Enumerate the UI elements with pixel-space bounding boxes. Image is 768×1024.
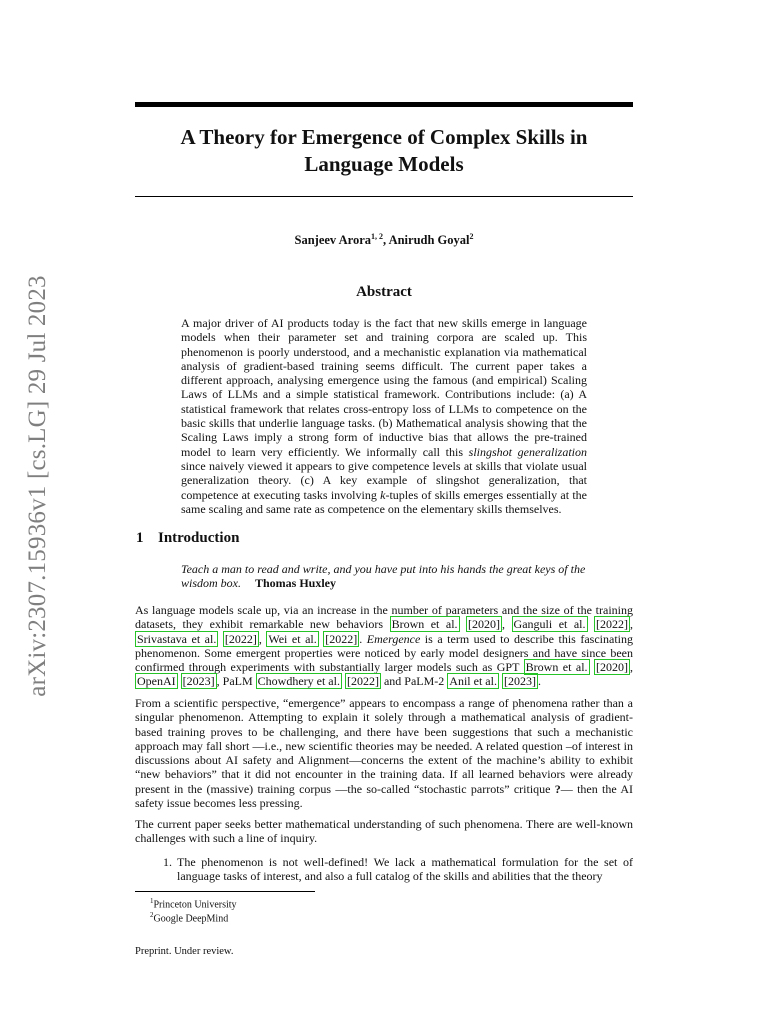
citation-link[interactable]: Anil et al. bbox=[449, 674, 497, 689]
paper-title bbox=[135, 124, 633, 178]
title-bottom-rule bbox=[135, 196, 633, 197]
author-name: Anirudh Goyal bbox=[388, 233, 470, 248]
paragraph-text: From a scientific perspective, “emergence” appears to encompass a range of phenomena rather than a singular phenomenon. Attempting to explain it solely through a mathematical analysis of gradient-based training proves to be challenging, and there have been suggestions that such a mechanistic approach may fall short —i.e., new scientific theories may be needed. A related question –of interest in discussions about AI safety and Alignment—concerns the extent of the machine’s ability to exhibit “new behaviors” that it did not encounter in the training data. If all learned behaviors were already present in the (massive) training corpus —the so-called “stochastic parrots” critique bbox=[135, 696, 633, 796]
paragraph-text: and PaLM-2 bbox=[380, 674, 448, 689]
citation-link[interactable]: OpenAI bbox=[137, 674, 176, 689]
abstract-heading: Abstract bbox=[356, 284, 412, 300]
paragraph-text: , bbox=[630, 617, 634, 632]
paragraph: The current paper seeks better mathematical understanding of such phenomena. There are well-known challenges with such a line of inquiry. bbox=[135, 817, 633, 846]
footnote-text: Google DeepMind bbox=[153, 913, 229, 925]
paragraph-text: , PaLM bbox=[216, 674, 256, 689]
citation-link[interactable]: Chowdhery et al. bbox=[257, 674, 340, 689]
arxiv-id: arXiv:2307.15936v1 [cs.LG] 29 Jul 2023 bbox=[24, 275, 51, 697]
paragraph-text: is a term used to describe this fascinating phenomenon. Some emergent properties were noticed by early model designers and have since been confirmed through experiments with substantially larger models such as GPT bbox=[135, 631, 633, 675]
title-line-1: A Theory for Emergence of Complex Skills in bbox=[180, 125, 588, 149]
paragraph-text: . bbox=[537, 674, 541, 689]
missing-reference: ? bbox=[554, 781, 561, 796]
paragraph-text: , bbox=[258, 631, 267, 646]
footnote-rule bbox=[135, 891, 315, 892]
footnote bbox=[150, 909, 228, 925]
numbered-list bbox=[163, 855, 633, 884]
epigraph bbox=[181, 562, 587, 591]
citation-year-link[interactable]: [2023] bbox=[503, 674, 536, 689]
paragraph-text: , bbox=[630, 660, 633, 675]
section-title: Introduction bbox=[158, 530, 240, 546]
emphasis-term: Emergence bbox=[366, 631, 421, 646]
paragraph-text: . bbox=[359, 631, 367, 646]
list-item-number: 1. bbox=[163, 855, 172, 869]
footnote-mark: 1 bbox=[150, 897, 154, 905]
citation-year-link[interactable]: [2022] bbox=[325, 631, 358, 646]
citation-year-link[interactable]: [2020] bbox=[596, 660, 628, 675]
citation-year-link[interactable]: [2023] bbox=[182, 674, 215, 689]
citation-year-link[interactable]: [2022] bbox=[346, 674, 379, 689]
citation-year-link[interactable]: [2022] bbox=[224, 631, 257, 646]
abstract-body bbox=[181, 316, 587, 516]
author-separator: , bbox=[383, 233, 389, 248]
epigraph-author: Thomas Huxley bbox=[255, 576, 337, 591]
title-line-2: Language Models bbox=[304, 152, 464, 176]
abstract-text: -tuples of skills emerges essentially at the same scaling and same rate as competence on the elementary skills themselves. bbox=[181, 487, 588, 516]
citation-year-link[interactable]: [2022] bbox=[596, 617, 629, 632]
paragraph-text: As language models scale up, via an increase in the number of parameters and the size of the training datasets, they exhibit remarkable new behaviors bbox=[135, 603, 633, 632]
paragraph bbox=[135, 603, 633, 689]
author-affiliation-mark: 1, 2 bbox=[371, 232, 383, 241]
abstract-emphasis: slingshot generalization bbox=[468, 444, 588, 459]
section-heading bbox=[136, 530, 239, 547]
list-item-text: The phenomenon is not well-defined! We lack a mathematical formulation for the set of language tasks of interest, and also a full catalog of the skills and abilities that the theory bbox=[177, 855, 633, 884]
author-affiliation-mark: 2 bbox=[469, 232, 474, 241]
section-number: 1 bbox=[136, 530, 144, 546]
footnote-text: Princeton University bbox=[153, 899, 237, 911]
author-name: Sanjeev Arora bbox=[294, 233, 371, 248]
paragraph-text: , bbox=[502, 617, 512, 632]
abstract-math-k: k bbox=[380, 487, 386, 502]
abstract-text: since naively viewed it appears to give competence levels at skills that violate usual generalization theory. (c) A key example of slingshot generalization, that competence at executing tasks involving bbox=[181, 458, 587, 502]
citation-link[interactable]: Brown et al. bbox=[525, 660, 588, 675]
citation-link[interactable]: Wei et al. bbox=[268, 631, 317, 646]
epigraph-text: Teach a man to read and write, and you have put into his hands the great keys of the wisdom box. bbox=[181, 562, 586, 591]
citation-year-link[interactable]: [2020] bbox=[468, 617, 501, 632]
paragraph bbox=[135, 696, 633, 810]
preprint-note: Preprint. Under review. bbox=[135, 946, 234, 957]
abstract-text: A major driver of AI products today is the fact that new skills emerge in language models when their parameter set and training corpora are scaled up. This phenomenon is poorly understood, and a mechanistic explanation via mathematical analysis of gradient-based training seems difficult. The current paper takes a different approach, analysing emergence using the famous (and empirical) Scaling Laws of LLMs and a simple statistical framework. Contributions include: (a) A statistical framework that relates cross-entropy loss of LLMs to competence on the basic skills that underlie language tasks. (b) Mathematical analysis showing that the Scaling Laws imply a strong form of inductive bias that allows the pre-trained model to learn very efficiently. We informally call this bbox=[181, 316, 587, 459]
citation-link[interactable]: Srivastava et al. bbox=[137, 631, 217, 646]
list-item bbox=[163, 855, 633, 884]
paragraph-text: — then the AI safety issue becomes less pressing. bbox=[135, 781, 633, 811]
arxiv-sidebar bbox=[8, 275, 68, 697]
citation-link[interactable]: Ganguli et al. bbox=[513, 617, 586, 632]
footnote-mark: 2 bbox=[150, 911, 154, 919]
citation-link[interactable]: Brown et al. bbox=[391, 617, 458, 632]
title-top-rule bbox=[135, 102, 633, 107]
author-list bbox=[135, 232, 633, 248]
